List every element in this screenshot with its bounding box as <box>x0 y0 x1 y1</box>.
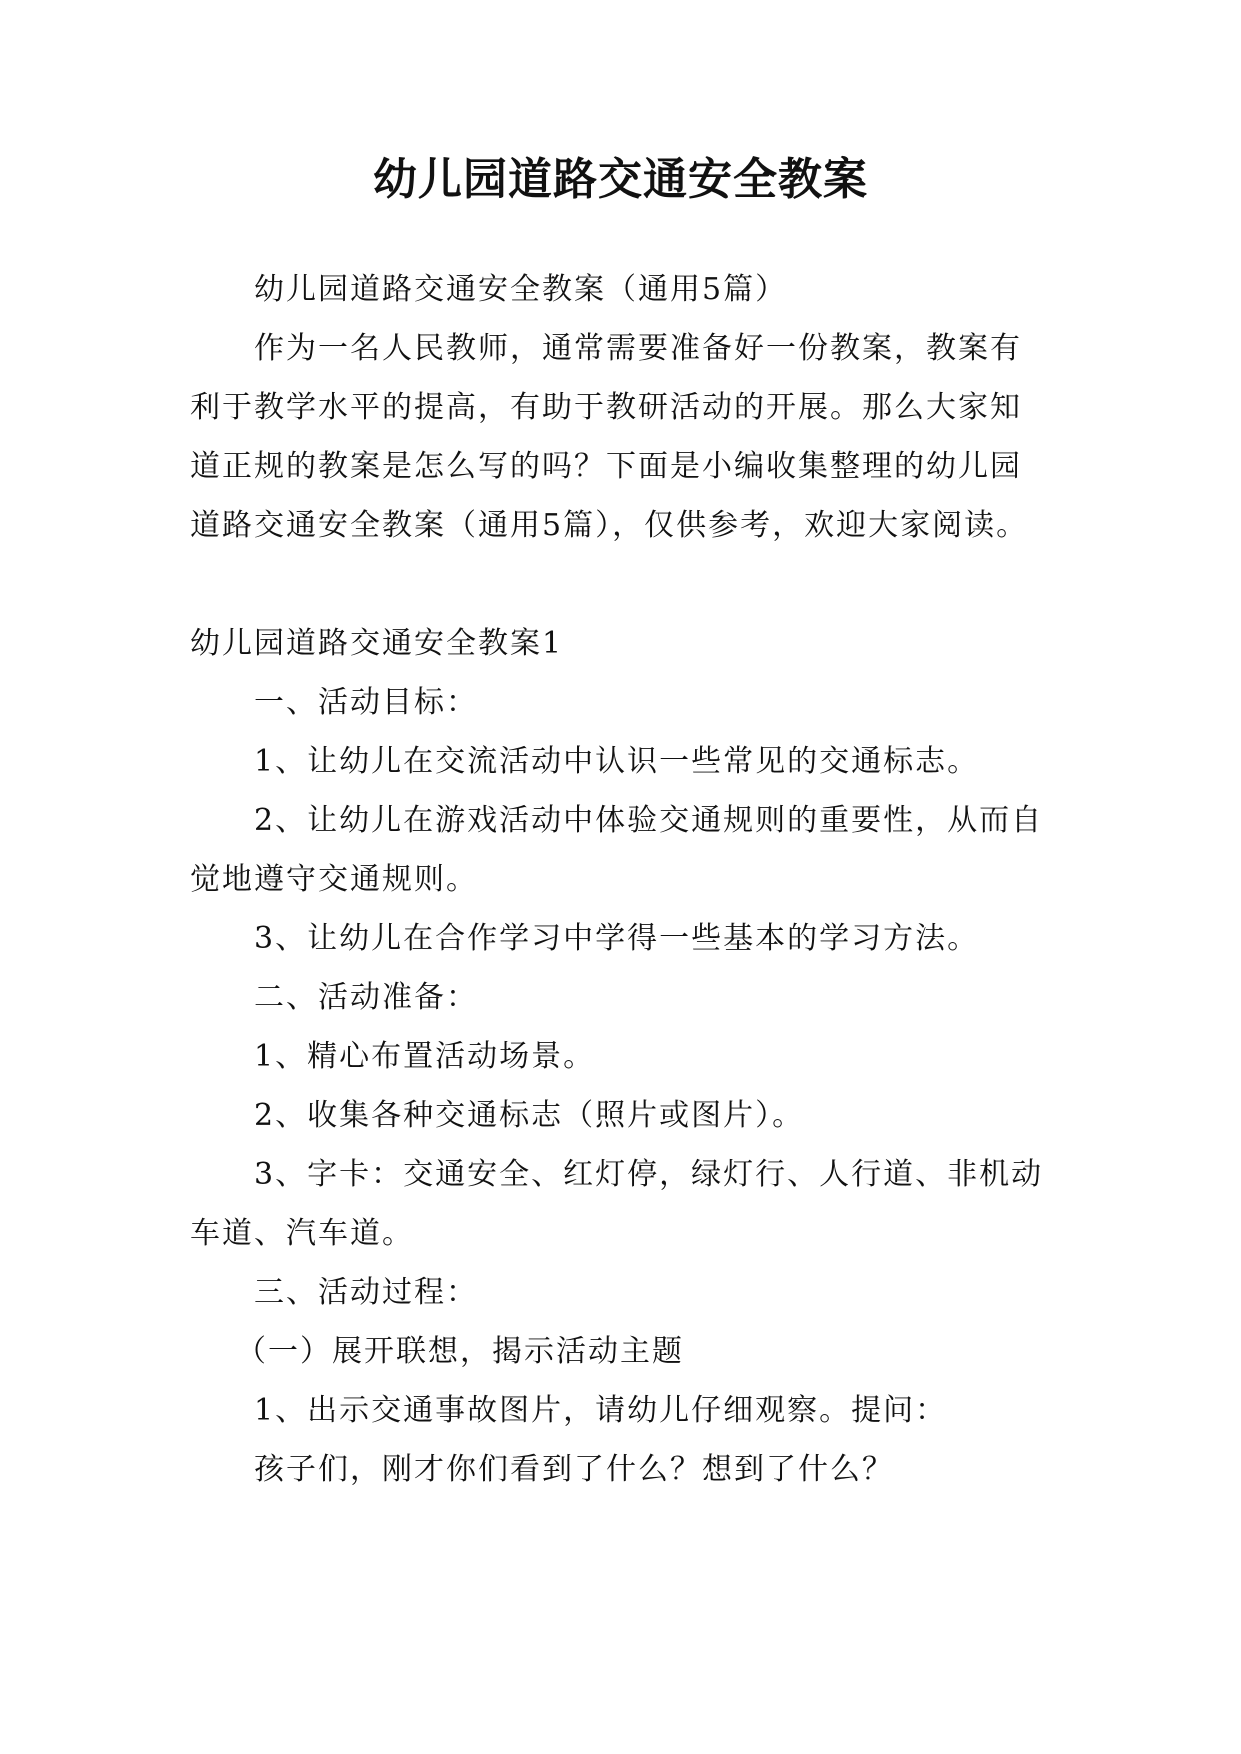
intro-paragraph: 作为一名人民教师，通常需要准备好一份教案，教案有利于教学水平的提高，有助于教研活动的开展。那么大家知道正规的教案是怎么写的吗？下面是小编收集整理的幼儿园道路交通安全教案（通用5篇），仅供参考，欢迎大家阅读。 <box>190 331 1029 543</box>
document-title: 幼儿园道路交通安全教案 <box>373 154 868 205</box>
prep-item: 2、收集各种交通标志（照片或图片）。 <box>254 1098 805 1133</box>
document-body-intro <box>190 260 1048 555</box>
goal-item: 2、让幼儿在游戏活动中体验交通规则的重要性，从而自觉地遵守交通规则。 <box>190 803 1044 897</box>
subtitle: 幼儿园道路交通安全教案（通用5篇） <box>254 272 788 307</box>
process-question: 孩子们，刚才你们看到了什么？想到了什么？ <box>254 1452 894 1487</box>
section-heading: 幼儿园道路交通安全教案1 <box>190 626 564 661</box>
prep-item: 3、字卡：交通安全、红灯停，绿灯行、人行道、非机动车道、汽车道。 <box>190 1157 1044 1251</box>
process-subheading: （一）展开联想，揭示活动主题 <box>236 1334 684 1369</box>
process-item: 1、出示交通事故图片，请幼儿仔细观察。提问： <box>254 1393 948 1428</box>
prep-item: 1、精心布置活动场景。 <box>254 1039 596 1074</box>
process-heading: 三、活动过程： <box>254 1275 478 1310</box>
document-body-lesson <box>190 614 1048 1499</box>
goals-heading: 一、活动目标： <box>254 685 478 720</box>
prep-heading: 二、活动准备： <box>254 980 478 1015</box>
goal-item: 1、让幼儿在交流活动中认识一些常见的交通标志。 <box>254 744 980 779</box>
goal-item: 3、让幼儿在合作学习中学得一些基本的学习方法。 <box>254 921 980 956</box>
